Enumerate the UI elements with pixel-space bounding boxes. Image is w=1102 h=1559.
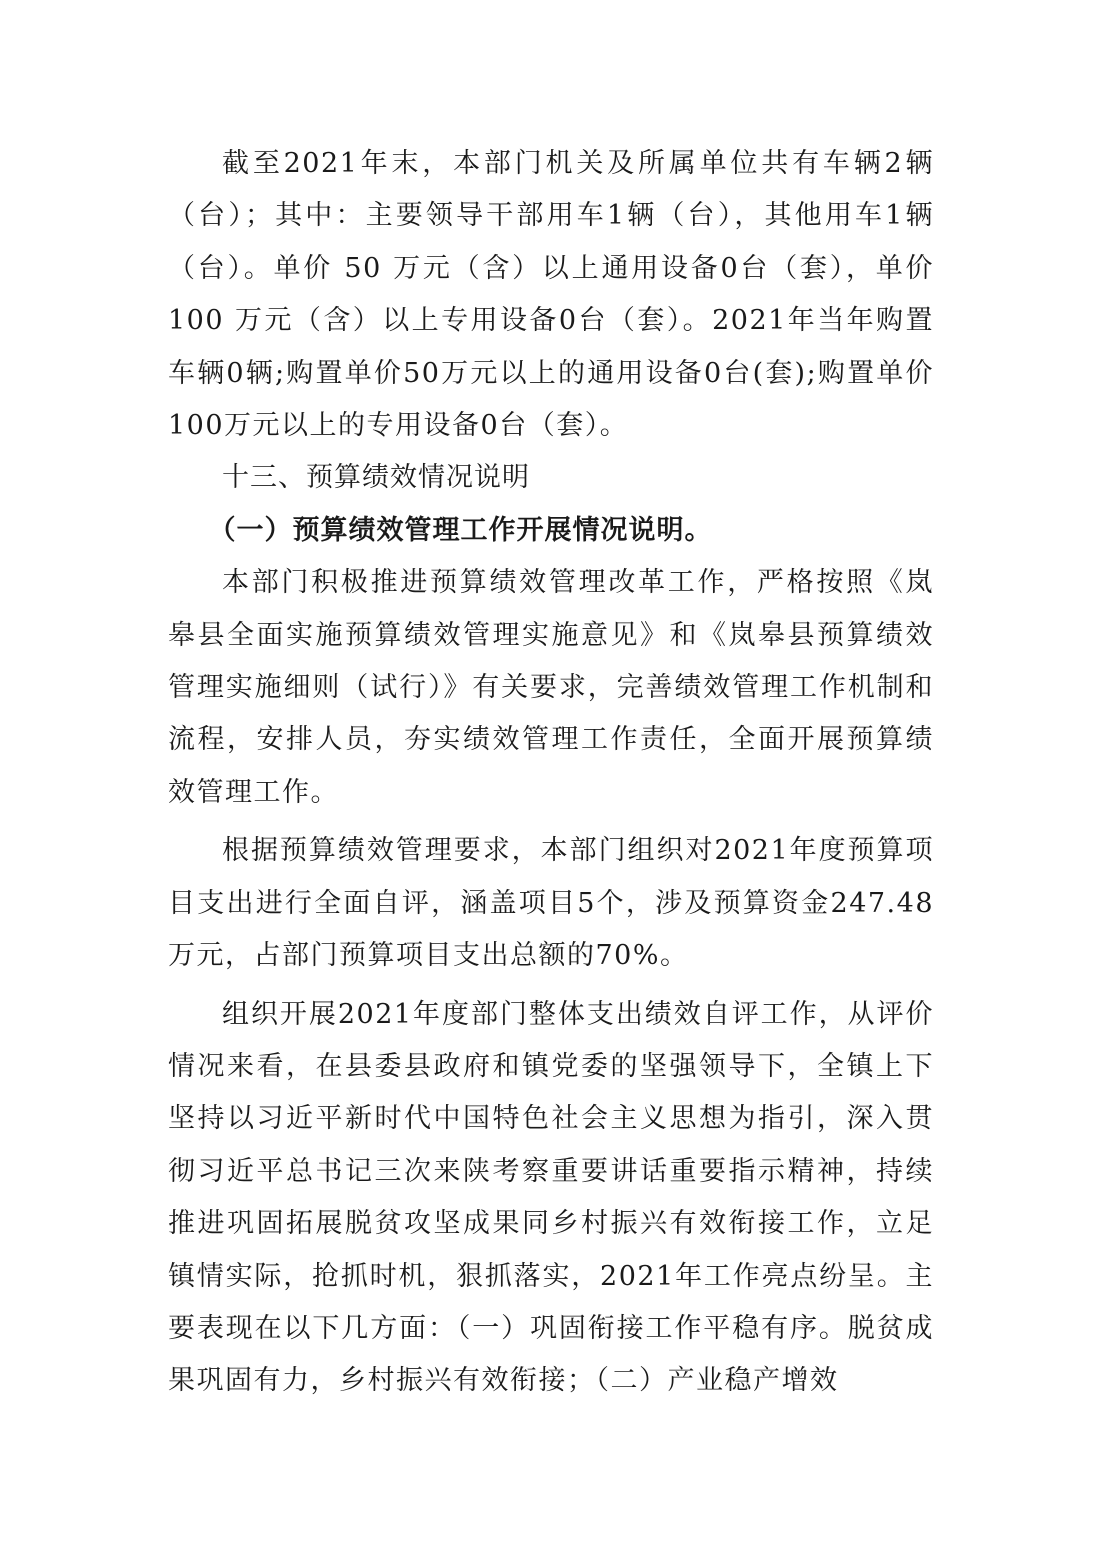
document-body — [168, 138, 934, 1408]
paragraph-overall-evaluation: 组织开展2021年度部门整体支出绩效自评工作，从评价情况来看，在县委县政府和镇党委的坚强领导下，全镇上下坚持以习近平新时代中国特色社会主义思想为指引，深入贯彻习近平总书记三次来陕考察重要讲话重要指示精神，持续推进巩固拓展脱贫攻坚成果同乡村振兴有效衔接工作，立足镇情实际，抢抓时机，狠抓落实，2021年工作亮点纷呈。主要表现在以下几方面：（一）巩固衔接工作平稳有序。脱贫成果巩固有力，乡村振兴有效衔接；（二）产业稳产增效 — [168, 998, 934, 1397]
paragraph-self-evaluation: 根据预算绩效管理要求，本部门组织对2021年度预算项目支出进行全面自评，涵盖项目5个，涉及预算资金247.48万元，占部门预算项目支出总额的70%。 — [168, 835, 934, 972]
paragraph-vehicles: 截至2021年末，本部门机关及所属单位共有车辆2辆（台）；其中：主要领导干部用车1辆（台），其他用车1辆（台）。单价 50 万元（含）以上通用设备0台（套），单价 100 万元（含）以上专用设备0台（套）。2021年当年购置车辆0辆;购置单价50万元以上的通用设备0台(套);购置单价100万元以上的专用设备0台（套）。 — [168, 148, 934, 442]
paragraph-reform: 本部门积极推进预算绩效管理改革工作，严格按照《岚皋县全面实施预算绩效管理实施意见》和《岚皋县预算绩效管理实施细则（试行）》有关要求，完善绩效管理工作机制和流程，安排人员，夯实绩效管理工作责任，全面开展预算绩效管理工作。 — [168, 567, 934, 808]
sub-heading: （一）预算绩效管理工作开展情况说明。 — [208, 514, 713, 546]
section-heading: 十三、预算绩效情况说明 — [222, 462, 530, 494]
